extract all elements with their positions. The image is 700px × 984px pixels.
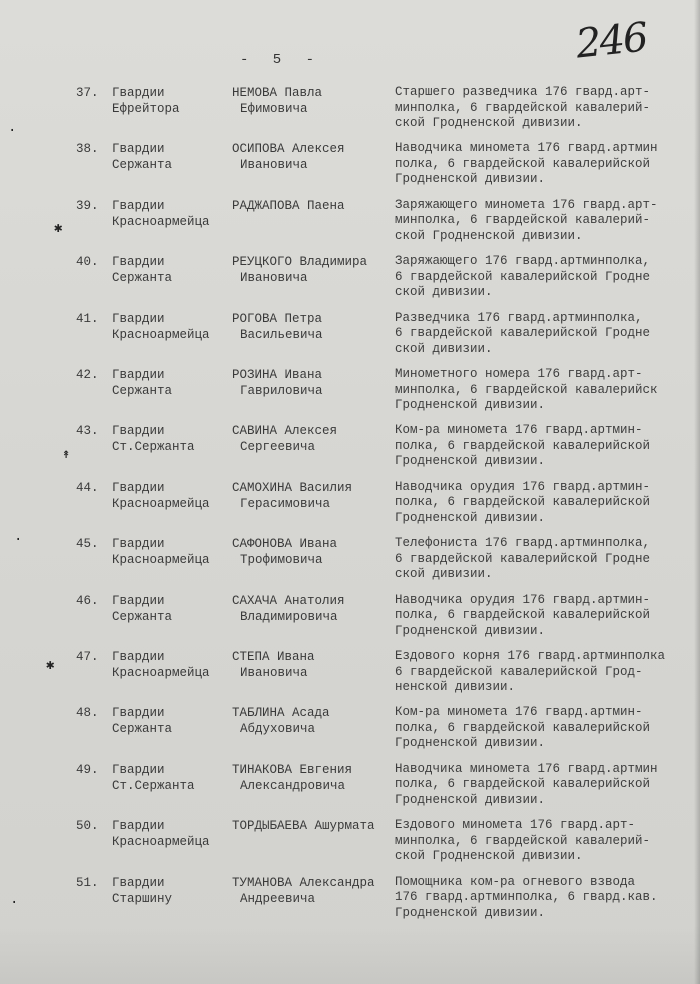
entry-name: [232, 480, 352, 512]
margin-mark-icon: ·: [10, 895, 19, 911]
entry-rank: [112, 818, 210, 850]
entry-rank-line: Старшину: [112, 891, 173, 906]
entry-rank-line: Ст.Сержанта: [112, 778, 195, 793]
entry-surname: РОГОВА Петра: [232, 311, 323, 326]
entry-patronymic: Трофимовича: [240, 553, 323, 568]
entry-rank-line: Красноармейца: [112, 835, 210, 850]
entry-name: [232, 536, 337, 568]
entry-rank-line: Гвардии: [112, 875, 165, 890]
entry-rank-line: Красноармейца: [112, 553, 210, 568]
entry-position: Ездового корня 176 гвард.артминполка 6 гвардейской кавалерийской Грод- ненской дивизии.: [395, 649, 666, 694]
entry-patronymic: Андреевича: [240, 891, 316, 906]
entry-surname: ТАБЛИНА Асада: [232, 706, 330, 721]
entry-rank: [112, 875, 172, 907]
entry-surname: ТОРДЫБАЕВА Ашурмата: [232, 819, 375, 834]
margin-mark-icon: ✱: [46, 658, 55, 674]
entry-patronymic: Владимировича: [240, 609, 338, 624]
entry-patronymic: Гавриловича: [240, 384, 323, 398]
list-item: [0, 423, 700, 479]
entry-patronymic: Александровича: [240, 778, 346, 793]
entry-rank-line: Сержанта: [112, 384, 173, 398]
entry-number: 47.: [76, 650, 99, 664]
list-item: [0, 536, 700, 592]
entry-rank-line: Сержанта: [112, 158, 173, 173]
page-bottom-fold: [0, 924, 700, 984]
entry-rank: [112, 649, 210, 681]
entry-rank-line: Сержанта: [112, 609, 173, 624]
entry-position: Заряжающего миномета 176 гвард.арт- минполка, 6 гвардейской кавалерий- ской Гродненской дивизии.: [395, 197, 658, 243]
entry-rank-line: Гвардии: [112, 142, 165, 157]
entry-rank: [112, 311, 210, 343]
entry-name: [232, 141, 345, 173]
entry-patronymic: Абдуховича: [240, 722, 316, 737]
entry-name: [232, 254, 367, 286]
entry-rank-line: Ефрейтора: [112, 102, 180, 116]
list-item: [0, 254, 700, 310]
entry-rank-line: Красноармейца: [112, 496, 210, 511]
entry-patronymic: Сергеевича: [240, 440, 316, 455]
entry-number: 46.: [76, 593, 99, 608]
entry-rank-line: Гвардии: [112, 593, 165, 608]
entry-number: 48.: [76, 706, 99, 721]
entry-number: 51.: [76, 875, 99, 890]
entry-rank: [112, 762, 195, 794]
entry-surname: РЕУЦКОГО Владимира: [232, 255, 368, 270]
entry-surname: САФОНОВА Ивана: [232, 537, 338, 552]
entry-name: [232, 762, 352, 794]
entry-surname: ОСИПОВА Алексея: [232, 142, 345, 157]
entry-name: [232, 423, 337, 455]
entry-number: 44.: [76, 480, 99, 495]
entry-position: Помощника ком-ра огневого взвода 176 гвард.артминполка, 6 гвард.кав. Гродненской дивизии.: [395, 874, 658, 920]
entry-position: Старшего разведчика 176 гвард.арт- минполка, 6 гвардейской кавалерий- ской Гродненской дивизии.: [395, 85, 651, 130]
entry-number: 38.: [76, 142, 99, 157]
entry-position: Наводчика орудия 176 гвард.артмин- полка, 6 гвардейской кавалерийской Гродненской дивизии.: [395, 592, 651, 638]
entry-rank: [112, 423, 195, 455]
entry-rank-line: Сержанта: [112, 271, 173, 286]
margin-mark-icon: ·: [8, 123, 17, 139]
list-item: [0, 367, 700, 423]
entry-number: 49.: [76, 762, 99, 777]
entry-number: 43.: [76, 424, 99, 439]
entry-patronymic: Ефимовича: [240, 102, 308, 116]
entry-position: Ком-ра миномета 176 гвард.артмин- полка, 6 гвардейской кавалерийской Гродненской дивизии.: [395, 423, 651, 469]
entry-number: 45.: [76, 537, 99, 552]
entry-rank-line: Гвардии: [112, 424, 165, 439]
list-item: [0, 762, 700, 818]
entry-position: Наводчика орудия 176 гвард.артмин- полка, 6 гвардейской кавалерийской Гродненской дивизии.: [395, 479, 651, 525]
entry-number: 39.: [76, 198, 99, 213]
entry-rank-line: Сержанта: [112, 722, 173, 737]
entry-rank-line: Красноармейца: [112, 327, 210, 342]
entry-rank-line: Гвардии: [112, 537, 165, 552]
entry-rank: [112, 593, 172, 625]
list-item: [0, 875, 700, 931]
entry-name: [232, 705, 330, 737]
entry-rank: [112, 480, 210, 512]
margin-mark-icon: ✱: [54, 221, 63, 237]
entry-position: Телефониста 176 гвард.артминполка, 6 гвардейской кавалерийской Гродне ской дивизии.: [395, 536, 651, 582]
entry-rank: [112, 85, 180, 117]
entry-rank-line: Гвардии: [112, 480, 165, 495]
margin-mark-icon: ↟: [62, 447, 71, 463]
entry-rank-line: Гвардии: [112, 819, 165, 834]
list-item: [0, 818, 700, 874]
entry-position: Наводчика миномета 176 гвард.артмин полка, 6 гвардейской кавалерийской Гродненской дивизии.: [395, 141, 658, 187]
entry-rank: [112, 254, 172, 286]
list-item: [0, 141, 700, 197]
entry-rank-line: Гвардии: [112, 368, 165, 382]
entry-surname: НЕМОВА Павла: [232, 86, 323, 100]
entry-surname: ТУМАНОВА Александра: [232, 875, 375, 890]
list-item: [0, 649, 700, 705]
entry-rank: [112, 705, 172, 737]
list-item: [0, 85, 700, 141]
entry-number: 41.: [76, 311, 99, 326]
entry-rank: [112, 536, 210, 568]
entry-surname: ТИНАКОВА Евгения: [232, 762, 353, 777]
list-item: [0, 593, 700, 649]
entry-rank-line: Гвардии: [112, 255, 165, 270]
entry-surname: РОЗИНА Ивана: [232, 368, 323, 382]
entry-surname: САВИНА Алексея: [232, 424, 338, 439]
entry-rank-line: Гвардии: [112, 762, 165, 777]
list-item: [0, 480, 700, 536]
entry-name: [232, 818, 375, 834]
entry-position: Заряжающего 176 гвард.артминполка, 6 гвардейской кавалерийской Гродне ской дивизии.: [395, 254, 651, 300]
entry-patronymic: Ивановича: [240, 158, 308, 173]
entry-rank-line: Ст.Сержанта: [112, 440, 195, 455]
entry-number: 50.: [76, 819, 99, 834]
entry-number: 40.: [76, 255, 99, 270]
archive-number-handwritten: 246: [573, 14, 649, 68]
entry-surname: РАДЖАПОВА Паена: [232, 198, 345, 213]
entry-rank: [112, 367, 172, 399]
entry-rank-line: Гвардии: [112, 311, 165, 326]
entry-name: [232, 367, 323, 399]
list-item: [0, 198, 700, 254]
entry-rank-line: Красноармейца: [112, 666, 210, 680]
entry-patronymic: Герасимовича: [240, 496, 331, 511]
entry-position: Наводчика миномета 176 гвард.артмин полка, 6 гвардейской кавалерийской Гродненской дивизии.: [395, 761, 658, 807]
entry-rank: [112, 198, 210, 230]
entry-rank-line: Гвардии: [112, 86, 165, 100]
page-number: - 5 -: [240, 52, 323, 68]
entry-position: Разведчика 176 гвард.артминполка, 6 гвардейской кавалерийской Гродне ской дивизии.: [395, 310, 651, 356]
entry-number: 42.: [76, 368, 99, 382]
entry-rank-line: Гвардии: [112, 650, 165, 664]
entry-name: [232, 85, 322, 117]
entry-name: [232, 311, 323, 343]
entry-surname: СТЕПА Ивана: [232, 650, 315, 664]
entry-rank: [112, 141, 172, 173]
entry-position: Минометного номера 176 гвард.арт- минполка, 6 гвардейской кавалерийск Гродненской дивизии.: [395, 367, 658, 412]
entry-position: Ком-ра миномета 176 гвард.артмин- полка, 6 гвардейской кавалерийской Гродненской дивизии.: [395, 705, 651, 751]
entry-surname: САМОХИНА Василия: [232, 480, 353, 495]
entry-name: [232, 198, 345, 214]
entry-name: [232, 649, 315, 681]
entry-patronymic: Ивановича: [240, 271, 308, 286]
list-item: [0, 705, 700, 761]
list-item: [0, 311, 700, 367]
entry-surname: САХАЧА Анатолия: [232, 593, 345, 608]
entry-number: 37.: [76, 86, 99, 100]
entry-rank-line: Гвардии: [112, 198, 165, 213]
entry-name: [232, 593, 345, 625]
entry-name: [232, 875, 375, 907]
margin-mark-icon: ·: [14, 532, 23, 548]
entry-rank-line: Гвардии: [112, 706, 165, 721]
entry-patronymic: Васильевича: [240, 327, 323, 342]
entry-position: Ездового миномета 176 гвард.арт- минполка, 6 гвардейской кавалерий- ской Гродненской дивизии.: [395, 818, 651, 864]
entry-rank-line: Красноармейца: [112, 214, 210, 229]
entry-patronymic: Ивановича: [240, 666, 308, 680]
